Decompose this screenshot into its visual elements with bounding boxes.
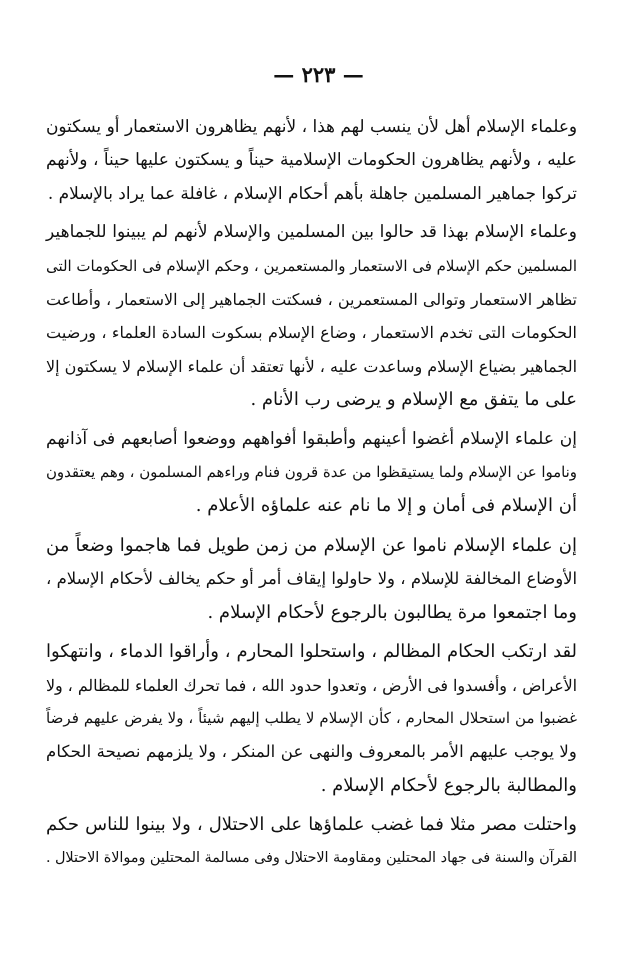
text-line: ولا يوجب عليهم الأمر بالمعروف والنهى عن المنكر ، ولا يلزمهم نصيحة الحكام — [46, 741, 577, 762]
text-line: المسلمين حكم الإسلام فى الاستعمار والمستعمرين ، وحكم الإسلام فى الحكومات التى — [46, 256, 577, 275]
text-line: واحتلت مصر مثلا فما غضب علماؤها على الاحتلال ، ولا بينوا للناس حكم — [46, 814, 577, 836]
paragraph-5 — [46, 635, 595, 802]
paragraph-3 — [46, 423, 595, 523]
text-line: على ما يتفق مع الإسلام و يرضى رب الأنام . — [250, 389, 577, 411]
text-line: غضبوا من استحلال المحارم ، كأن الإسلام لا يطلب إليهم شيئاً ، ولا يفرض عليهم فرضاً — [46, 708, 577, 727]
text-line: القرآن والسنة فى جهاد المحتلين ومقاومة الاحتلال وفى مسالمة المحتلين وموالاة الاحتلال . — [45, 849, 577, 866]
text-line: تركوا جماهير المسلمين جاهلة بأهم أحكام الإسلام ، غافلة عما يراد بالإسلام . — [47, 182, 577, 203]
text-line: عليه ، ولأنهم يظاهرون الحكومات الإسلامية حيناً و يسكتون عليها حيناً ، ولأنهم — [46, 149, 577, 170]
text-line: أن الإسلام فى أمان و إلا ما نام عنه علماؤه الأعلام . — [195, 495, 577, 517]
text-line: الأوضاع المخالفة للإسلام ، ولا حاولوا إيقاف أمر أو حكم يخالف لأحكام الإسلام ، — [46, 569, 577, 589]
text-line: إن علماء الإسلام ناموا عن الإسلام من زمن طويل فما هاجموا وضعاً من — [46, 534, 577, 556]
text-line: وناموا عن الإسلام ولما يستيقظوا من عدة قرون فنام وراءهم المسلمون ، وهم يعتقدون — [46, 463, 577, 482]
text-line: لقد ارتكب الحكام المظالم ، واستحلوا المحارم ، وأراقوا الدماء ، وانتهكوا — [46, 641, 577, 663]
page-number: — ٢٢٣ — — [273, 62, 364, 87]
text-line: وما اجتمعوا مرة يطالبون بالرجوع لأحكام الإسلام . — [207, 601, 577, 623]
paragraph-1 — [46, 110, 595, 210]
text-line: إن علماء الإسلام أغضوا أعينهم وأطبقوا أفواههم ووضعوا أصابعهم فى آذانهم — [46, 428, 577, 449]
paragraph-6 — [46, 808, 595, 875]
paragraph-4 — [46, 529, 595, 629]
text-line: الأعراض ، وأفسدوا فى الأرض ، وتعدوا حدود الله ، فما تحرك العلماء للمظالم ، ولا — [46, 675, 577, 695]
text-line: وعلماء الإسلام بهذا قد حالوا بين المسلمين والإسلام لأنهم لم يبينوا للجماهير — [46, 222, 577, 243]
text-line: الجماهير بضياع الإسلام وساعدت عليه ، لأنها تعتقد أن علماء الإسلام لا يسكتون إلا — [46, 356, 577, 376]
text-line: تظاهر الاستعمار وتوالى المستعمرين ، فسكتت الجماهير إلى الاستعمار ، وأطاعت — [46, 290, 577, 310]
text-line: وعلماء الإسلام أهل لأن ينسب لهم هذا ، لأنهم يظاهرون الاستعمار أو يسكتون — [46, 116, 577, 136]
text-line: والمطالبة بالرجوع لأحكام الإسلام . — [320, 774, 577, 796]
paragraph-2 — [46, 216, 595, 416]
text-line: الحكومات التى تخدم الاستعمار ، وضاع الإسلام بسكوت السادة العلماء ، ورضيت — [46, 323, 577, 343]
page-body — [46, 110, 595, 875]
